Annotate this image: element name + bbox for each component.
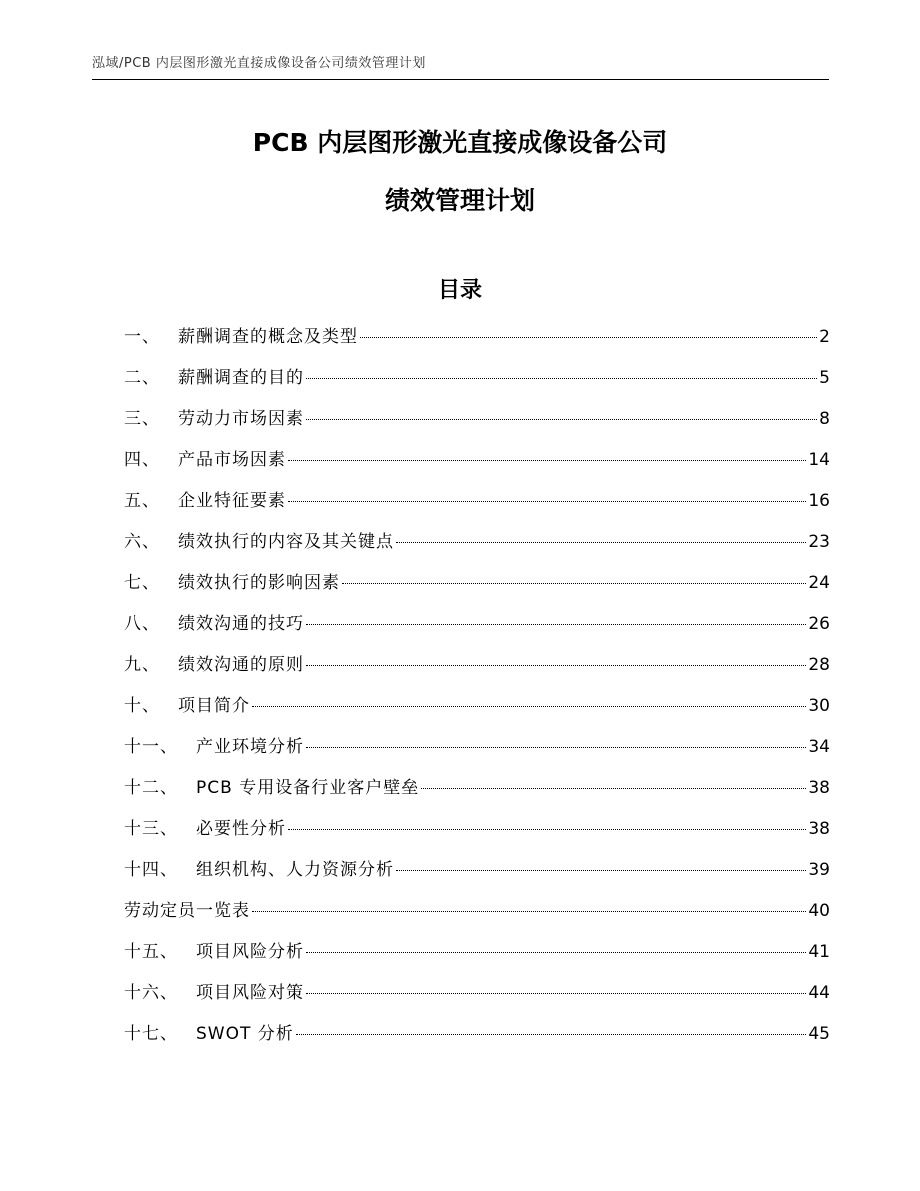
header-rule	[92, 79, 829, 80]
toc-entry-number: 十六、	[124, 983, 178, 1003]
toc-entry-label: 劳动定员一览表	[124, 901, 250, 921]
toc-entry-number: 二、	[124, 368, 160, 388]
toc-entry-label: 项目风险对策	[196, 983, 304, 1003]
toc-entry-label: 绩效执行的内容及其关键点	[178, 532, 394, 552]
toc-entry-page-number: 8	[819, 409, 830, 429]
toc-entry-page-number: 38	[808, 778, 830, 798]
document-title-line-1: PCB 内层图形激光直接成像设备公司	[252, 128, 668, 157]
toc-dot-leader	[342, 583, 806, 584]
toc-entry[interactable]	[124, 815, 830, 856]
toc-entry-number: 十三、	[124, 819, 178, 839]
toc-dot-leader	[252, 706, 806, 707]
toc-entry-page-number: 5	[819, 368, 830, 388]
toc-entry-label: 薪酬调查的目的	[178, 368, 304, 388]
toc-dot-leader	[421, 788, 806, 789]
toc-entry-page-number: 28	[808, 655, 830, 675]
toc-dot-leader	[288, 829, 806, 830]
toc-entry-number: 十二、	[124, 778, 178, 798]
toc-entry-label: 薪酬调查的概念及类型	[178, 327, 358, 347]
toc-entry-label: 绩效沟通的技巧	[178, 614, 304, 634]
document-title-line-2: 绩效管理计划	[384, 186, 535, 215]
toc-dot-leader	[288, 460, 806, 461]
toc-entry[interactable]	[124, 446, 830, 487]
toc-entry-page-number: 23	[808, 532, 830, 552]
toc-entry-page-number: 38	[808, 819, 830, 839]
toc-entry-label: 绩效执行的影响因素	[178, 573, 340, 593]
toc-entry-number: 八、	[124, 614, 160, 634]
toc-entry-page-number: 26	[808, 614, 830, 634]
toc-entry-page-number: 41	[808, 942, 830, 962]
toc-entry-page-number: 24	[808, 573, 830, 593]
toc-entry-number: 五、	[124, 491, 160, 511]
toc-dot-leader	[396, 870, 806, 871]
toc-entry-number: 六、	[124, 532, 160, 552]
toc-entry[interactable]	[124, 487, 830, 528]
toc-entry[interactable]	[124, 364, 830, 405]
toc-dot-leader	[306, 624, 806, 625]
toc-dot-leader	[288, 501, 806, 502]
toc-entry-label: 组织机构、人力资源分析	[196, 860, 394, 880]
toc-dot-leader	[360, 337, 817, 338]
toc-entry-label: 产品市场因素	[178, 450, 286, 470]
toc-entry-label: SWOT 分析	[196, 1024, 294, 1044]
toc-dot-leader	[306, 993, 806, 994]
toc-entry-label: 产业环境分析	[196, 737, 304, 757]
toc-entry[interactable]	[124, 692, 830, 733]
toc-entry-page-number: 40	[808, 901, 830, 921]
toc-dot-leader	[306, 378, 817, 379]
toc-entry[interactable]	[124, 938, 830, 979]
toc-entry-label: 绩效沟通的原则	[178, 655, 304, 675]
toc-entry-number: 十七、	[124, 1024, 178, 1044]
toc-entry-page-number: 39	[808, 860, 830, 880]
toc-heading: 目录	[437, 278, 482, 303]
toc-entry-page-number: 30	[808, 696, 830, 716]
toc-entry-number: 九、	[124, 655, 160, 675]
toc-dot-leader	[306, 665, 806, 666]
toc-entry-number: 四、	[124, 450, 160, 470]
toc-entry-number: 七、	[124, 573, 160, 593]
toc-entry-number: 十四、	[124, 860, 178, 880]
toc-dot-leader	[306, 952, 806, 953]
toc-entry-number: 三、	[124, 409, 160, 429]
toc-entry[interactable]	[124, 774, 830, 815]
toc-dot-leader	[306, 747, 806, 748]
table-of-contents	[124, 323, 830, 1061]
toc-dot-leader	[396, 542, 806, 543]
toc-entry-label: PCB 专用设备行业客户壁垒	[196, 778, 420, 798]
toc-entry[interactable]	[124, 610, 830, 651]
toc-entry-number: 一、	[124, 327, 160, 347]
toc-dot-leader	[296, 1034, 807, 1035]
toc-entry-label: 劳动力市场因素	[178, 409, 304, 429]
toc-entry-label: 项目简介	[178, 696, 250, 716]
toc-entry-page-number: 44	[808, 983, 830, 1003]
toc-entry-number: 十、	[124, 696, 160, 716]
toc-entry-number: 十五、	[124, 942, 178, 962]
toc-entry[interactable]	[124, 569, 830, 610]
toc-entry[interactable]	[124, 405, 830, 446]
toc-dot-leader	[306, 419, 817, 420]
toc-entry-page-number: 14	[808, 450, 830, 470]
toc-entry-label: 企业特征要素	[178, 491, 286, 511]
toc-dot-leader	[252, 911, 806, 912]
toc-entry[interactable]	[124, 856, 830, 897]
toc-entry[interactable]	[124, 897, 830, 938]
toc-entry[interactable]	[124, 323, 830, 364]
toc-entry-page-number: 45	[808, 1024, 830, 1044]
toc-entry[interactable]	[124, 651, 830, 692]
toc-entry[interactable]	[124, 1020, 830, 1061]
toc-entry[interactable]	[124, 979, 830, 1020]
running-header: 泓域/PCB 内层图形激光直接成像设备公司绩效管理计划	[92, 56, 426, 71]
toc-entry[interactable]	[124, 528, 830, 569]
toc-entry-label: 必要性分析	[196, 819, 286, 839]
toc-entry-page-number: 16	[808, 491, 830, 511]
toc-entry[interactable]	[124, 733, 830, 774]
toc-entry-page-number: 34	[808, 737, 830, 757]
toc-entry-label: 项目风险分析	[196, 942, 304, 962]
toc-entry-number: 十一、	[124, 737, 178, 757]
toc-entry-page-number: 2	[819, 327, 830, 347]
